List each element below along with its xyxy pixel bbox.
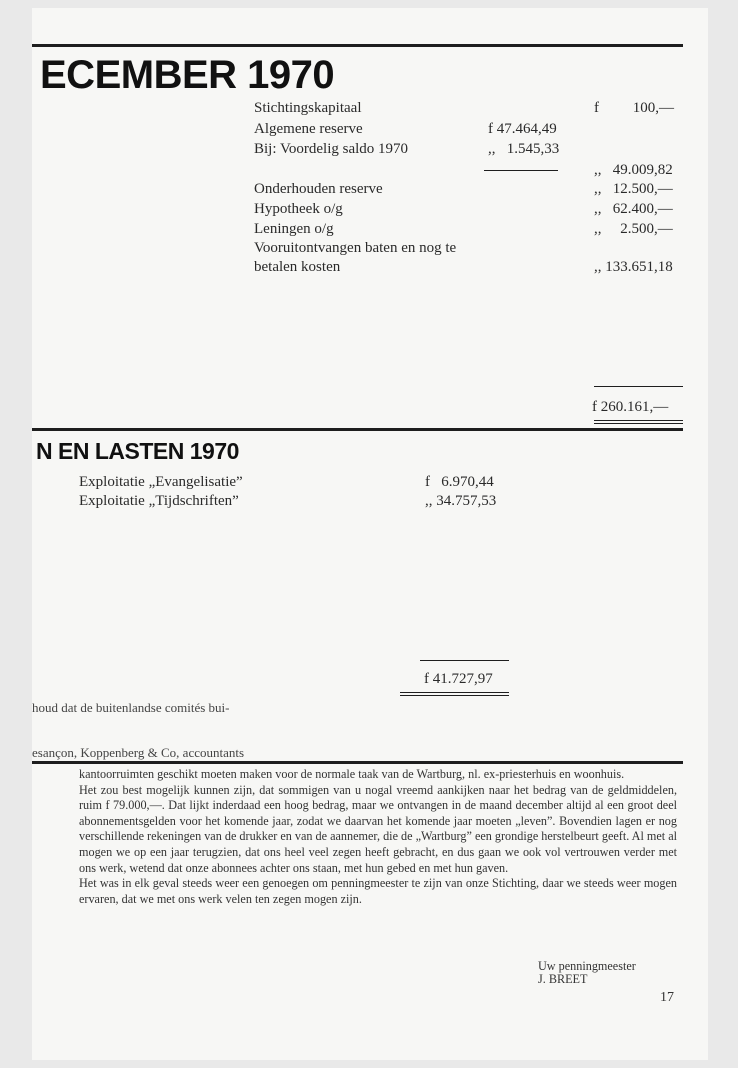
- income-amount-0: f 6.970,44: [425, 474, 494, 490]
- balance-sub-2: ,, 1.545,33: [488, 141, 560, 157]
- balance-label-8: betalen kosten: [254, 259, 341, 275]
- balance-label-0: Stichtingskapitaal: [254, 100, 362, 116]
- balance-total-8: ,, 133.651,18: [594, 259, 673, 275]
- bottom-rule: [32, 761, 683, 764]
- balance-label-4: Onderhouden reserve: [254, 181, 383, 197]
- balance-total-4: ,, 12.500,—: [594, 181, 673, 197]
- balance-label-2: Bij: Voordelig saldo 1970: [254, 141, 409, 157]
- letter-paragraph-3: Het was in elk geval steeds weer een genoegen om penningmeester te zijn van onze Stichting, daar we steeds weer mogen ervaren, dat we met ons werk velen ten zegen mogen zijn.: [79, 876, 677, 906]
- income-total-rule-double-1: [400, 692, 509, 693]
- letter-body: [79, 767, 677, 907]
- balance-label-1: Algemene reserve: [254, 121, 363, 137]
- subtotal-rule: [484, 170, 558, 171]
- income-heading: N EN LASTEN 1970: [36, 438, 239, 464]
- balance-total-rule-double-1: [594, 420, 683, 421]
- letter-signature: J. BREET: [538, 972, 588, 986]
- letter-signoff: Uw penningmeester: [538, 959, 636, 973]
- balance-grand-total: f 260.161,—: [592, 399, 669, 415]
- income-label-0: Exploitatie „Evangelisatie”: [79, 474, 243, 490]
- income-label-1: Exploitatie „Tijdschriften”: [79, 493, 239, 509]
- section-rule: [32, 428, 683, 431]
- balance-label-6: Leningen o/g: [254, 221, 334, 237]
- income-total-rule-top: [420, 660, 509, 661]
- balance-sub-1: f 47.464,49: [488, 121, 557, 137]
- balance-label-7: Vooruitontvangen baten en nog te: [254, 240, 457, 256]
- income-amount-1: ,, 34.757,53: [425, 493, 497, 509]
- income-grand-total: f 41.727,97: [424, 671, 493, 687]
- balance-total-6: ,, 2.500,—: [594, 221, 673, 237]
- balance-total-0: f 100,—: [594, 100, 674, 116]
- income-total-rule-double-2: [400, 695, 509, 696]
- letter-paragraph-2: Het zou best mogelijk kunnen zijn, dat sommigen van u nogal vreemd aankijken naar het bedrag van de geldmiddelen, ruim f 79.000,—. Dat lijkt inderdaad een hoog bedrag, maar we ontvangen in de maand december altijd al een groot deel abonnementsgelden voor het komende jaar, zodat we daarvan het komende jaar moeten „leven”. Bovendien lagen er nog verschillende rekeningen van de drukker en van de aannemer, die de „Wartburg” een grondige herstelbeurt geeft. Al met al mogen we op een jaar terugzien, dat ons heel veel zegen heeft gebracht, en dus gaan we ook vol vertrouwen verder met ons werk, wetend dat onze abonnees achter ons staan, met hun gebed en met hun gaven.: [79, 782, 677, 875]
- note-line-2: esançon, Koppenberg & Co, accountants: [32, 745, 245, 760]
- page-number: 17: [660, 990, 674, 1005]
- balance-total-5: ,, 62.400,—: [594, 201, 673, 217]
- letter-paragraph-1: kantoorruimten geschikt moeten maken voor de normale taak van de Wartburg, nl. ex-priesterhuis en woonhuis.: [79, 767, 625, 781]
- balance-total-rule-top: [594, 386, 683, 387]
- balance-heading: ECEMBER 1970: [40, 53, 335, 97]
- balance-total-3: ,, 49.009,82: [594, 162, 673, 178]
- top-rule: [32, 44, 683, 47]
- balance-total-rule-double-2: [594, 423, 683, 424]
- note-line-1: houd dat de buitenlandse comités bui-: [32, 700, 230, 715]
- balance-label-5: Hypotheek o/g: [254, 201, 343, 217]
